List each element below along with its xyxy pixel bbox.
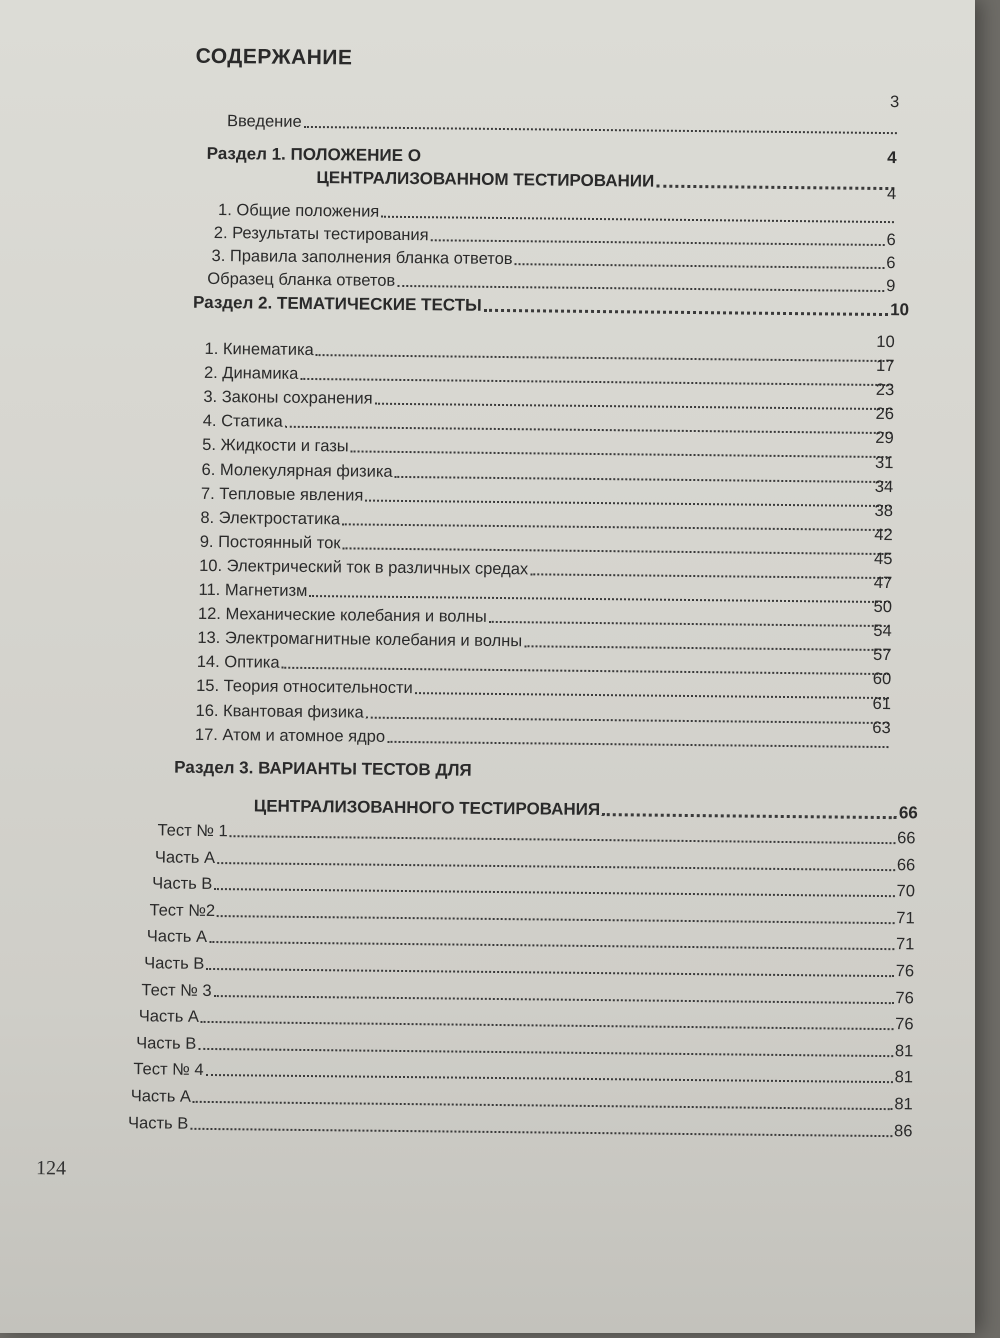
section-1-heading-line1: Раздел 1. ПОЛОЖЕНИЕ О (206, 143, 422, 166)
dot-leader (415, 693, 889, 700)
toc-entry: 14. Оптика (197, 650, 892, 679)
toc-page-number: 50 (873, 598, 893, 617)
dot-leader (316, 354, 893, 362)
toc-entry: Тест № 4 81 (133, 1060, 914, 1087)
dot-leader (431, 239, 885, 246)
toc-entry-intro (227, 109, 899, 138)
dot-leader (300, 378, 892, 386)
toc-page-number: 63 (872, 718, 891, 737)
toc-entry: 12. Механические колебания и волны (198, 602, 892, 631)
toc-page-number: 10 (876, 332, 895, 352)
dot-leader (656, 185, 894, 190)
dot-leader (530, 573, 890, 579)
dot-leader (365, 499, 891, 507)
dot-leader (201, 1021, 893, 1030)
dot-leader (524, 645, 889, 651)
toc-entry: 17. Атом и атомное ядро (195, 722, 891, 751)
page-number: 124 (35, 1157, 67, 1180)
toc-entry: Часть В 76 (144, 954, 915, 981)
toc-entry: 2. Динамика (204, 361, 895, 390)
dot-leader (285, 426, 892, 434)
dot-leader (198, 1048, 893, 1057)
toc-entry: 11. Магнетизм (198, 578, 892, 607)
toc-page-number: 4 (886, 185, 897, 204)
dot-leader (397, 285, 884, 292)
toc-entry: 8. Электростатика (200, 506, 893, 535)
toc-page-number: 34 (874, 477, 894, 496)
dot-leader (217, 915, 894, 924)
dot-leader (395, 475, 892, 482)
toc-page-number: 31 (875, 453, 894, 472)
toc-entry: 3. Правила заполнения бланка ответов 6 (211, 246, 896, 273)
toc-entry: 5. Жидкости и газы (202, 433, 894, 462)
toc-entry: 15. Теория относительности (196, 674, 891, 703)
toc-page-number: 61 (872, 694, 892, 713)
dot-leader (366, 716, 889, 723)
toc-entry: Часть А 76 (138, 1007, 914, 1034)
dot-leader (190, 1127, 892, 1136)
dot-leader (342, 547, 890, 555)
dot-leader (214, 995, 894, 1004)
toc-entry: Часть В 81 (136, 1034, 914, 1061)
dot-leader (351, 451, 892, 459)
toc-entry: Часть В 70 (152, 874, 916, 901)
toc-entry: 2. Результаты тестирования 6 (213, 223, 896, 250)
dot-leader (214, 888, 894, 897)
toc-entry: Часть А 71 (146, 927, 915, 954)
toc-entry: Часть А 81 (130, 1087, 913, 1114)
toc-entry: 3. Законы сохранения (203, 385, 894, 414)
toc-entry: 9. Постоянный ток (200, 530, 893, 559)
toc-entry: 16. Квантовая физика (195, 698, 890, 727)
section-3-heading-line1: Раздел 3. ВАРИАНТЫ ТЕСТОВ ДЛЯ (174, 757, 472, 780)
toc-entry: 7. Тепловые явления (201, 481, 893, 510)
dot-leader (230, 835, 895, 844)
dot-leader (602, 813, 897, 819)
dot-leader (206, 1074, 893, 1083)
toc-entry: 6. Молекулярная физика (201, 457, 893, 486)
dot-leader (209, 941, 894, 950)
toc-page-number: 54 (873, 622, 892, 641)
toc-entry: Образец бланка ответов 9 (207, 269, 896, 296)
toc-entry: 10. Электрический ток в различных средах (199, 554, 892, 583)
dot-leader (309, 595, 890, 603)
dot-leader (375, 403, 892, 410)
toc-page-number: 29 (875, 429, 894, 448)
section-2-heading: Раздел 2. ТЕМАТИЧЕСКИЕ ТЕСТЫ 10 (193, 292, 910, 320)
toc-entry: Часть А 66 (154, 847, 916, 874)
toc-entry: Часть В 86 (128, 1113, 913, 1140)
toc-page-number: 60 (872, 670, 892, 689)
toc-entry: 13. Электромагнитные колебания и волны (197, 626, 891, 655)
dot-leader (515, 263, 885, 269)
toc-entry: 4. Статика (203, 409, 894, 438)
dot-leader (193, 1101, 892, 1110)
toc-page-number: 47 (873, 573, 893, 593)
section-1-heading-line2: ЦЕНТРАЛИЗОВАННОМ ТЕСТИРОВАНИИ (316, 166, 896, 194)
toc-entry: 1. Кинематика (205, 337, 895, 366)
toc-page-number: 57 (872, 646, 892, 665)
dot-leader (342, 523, 891, 531)
toc-page-number: 38 (874, 501, 894, 520)
dot-leader (217, 862, 895, 871)
toc-entry: 1. Общие положения (218, 198, 896, 227)
toc-entry: Тест № 1 66 (157, 821, 916, 848)
dot-leader (304, 126, 897, 134)
section-1-page: 4 (887, 148, 897, 168)
toc-page-number: 45 (873, 549, 893, 568)
toc-title: СОДЕРЖАНИЕ (195, 44, 353, 70)
toc-page-number: 17 (876, 357, 895, 376)
dot-leader (206, 968, 893, 977)
dot-leader (489, 621, 890, 627)
toc-page-number: 26 (875, 405, 895, 424)
dot-leader (484, 309, 888, 316)
dot-leader (282, 667, 890, 675)
dot-leader (381, 216, 894, 223)
toc-page-number: 23 (875, 381, 895, 400)
toc-entry: Тест № 3 76 (141, 980, 914, 1007)
toc-page-number: 3 (889, 93, 900, 112)
toc-entry-label: Введение (226, 112, 302, 131)
dot-leader (387, 740, 888, 747)
section-3-heading-line2: ЦЕНТРАЛИЗОВАННОГО ТЕСТИРОВАНИЯ 66 (253, 796, 918, 823)
toc-page-number: 42 (874, 525, 893, 544)
toc-entry-intro-page (665, 88, 899, 112)
toc-entry: Тест №2 71 (149, 901, 915, 928)
